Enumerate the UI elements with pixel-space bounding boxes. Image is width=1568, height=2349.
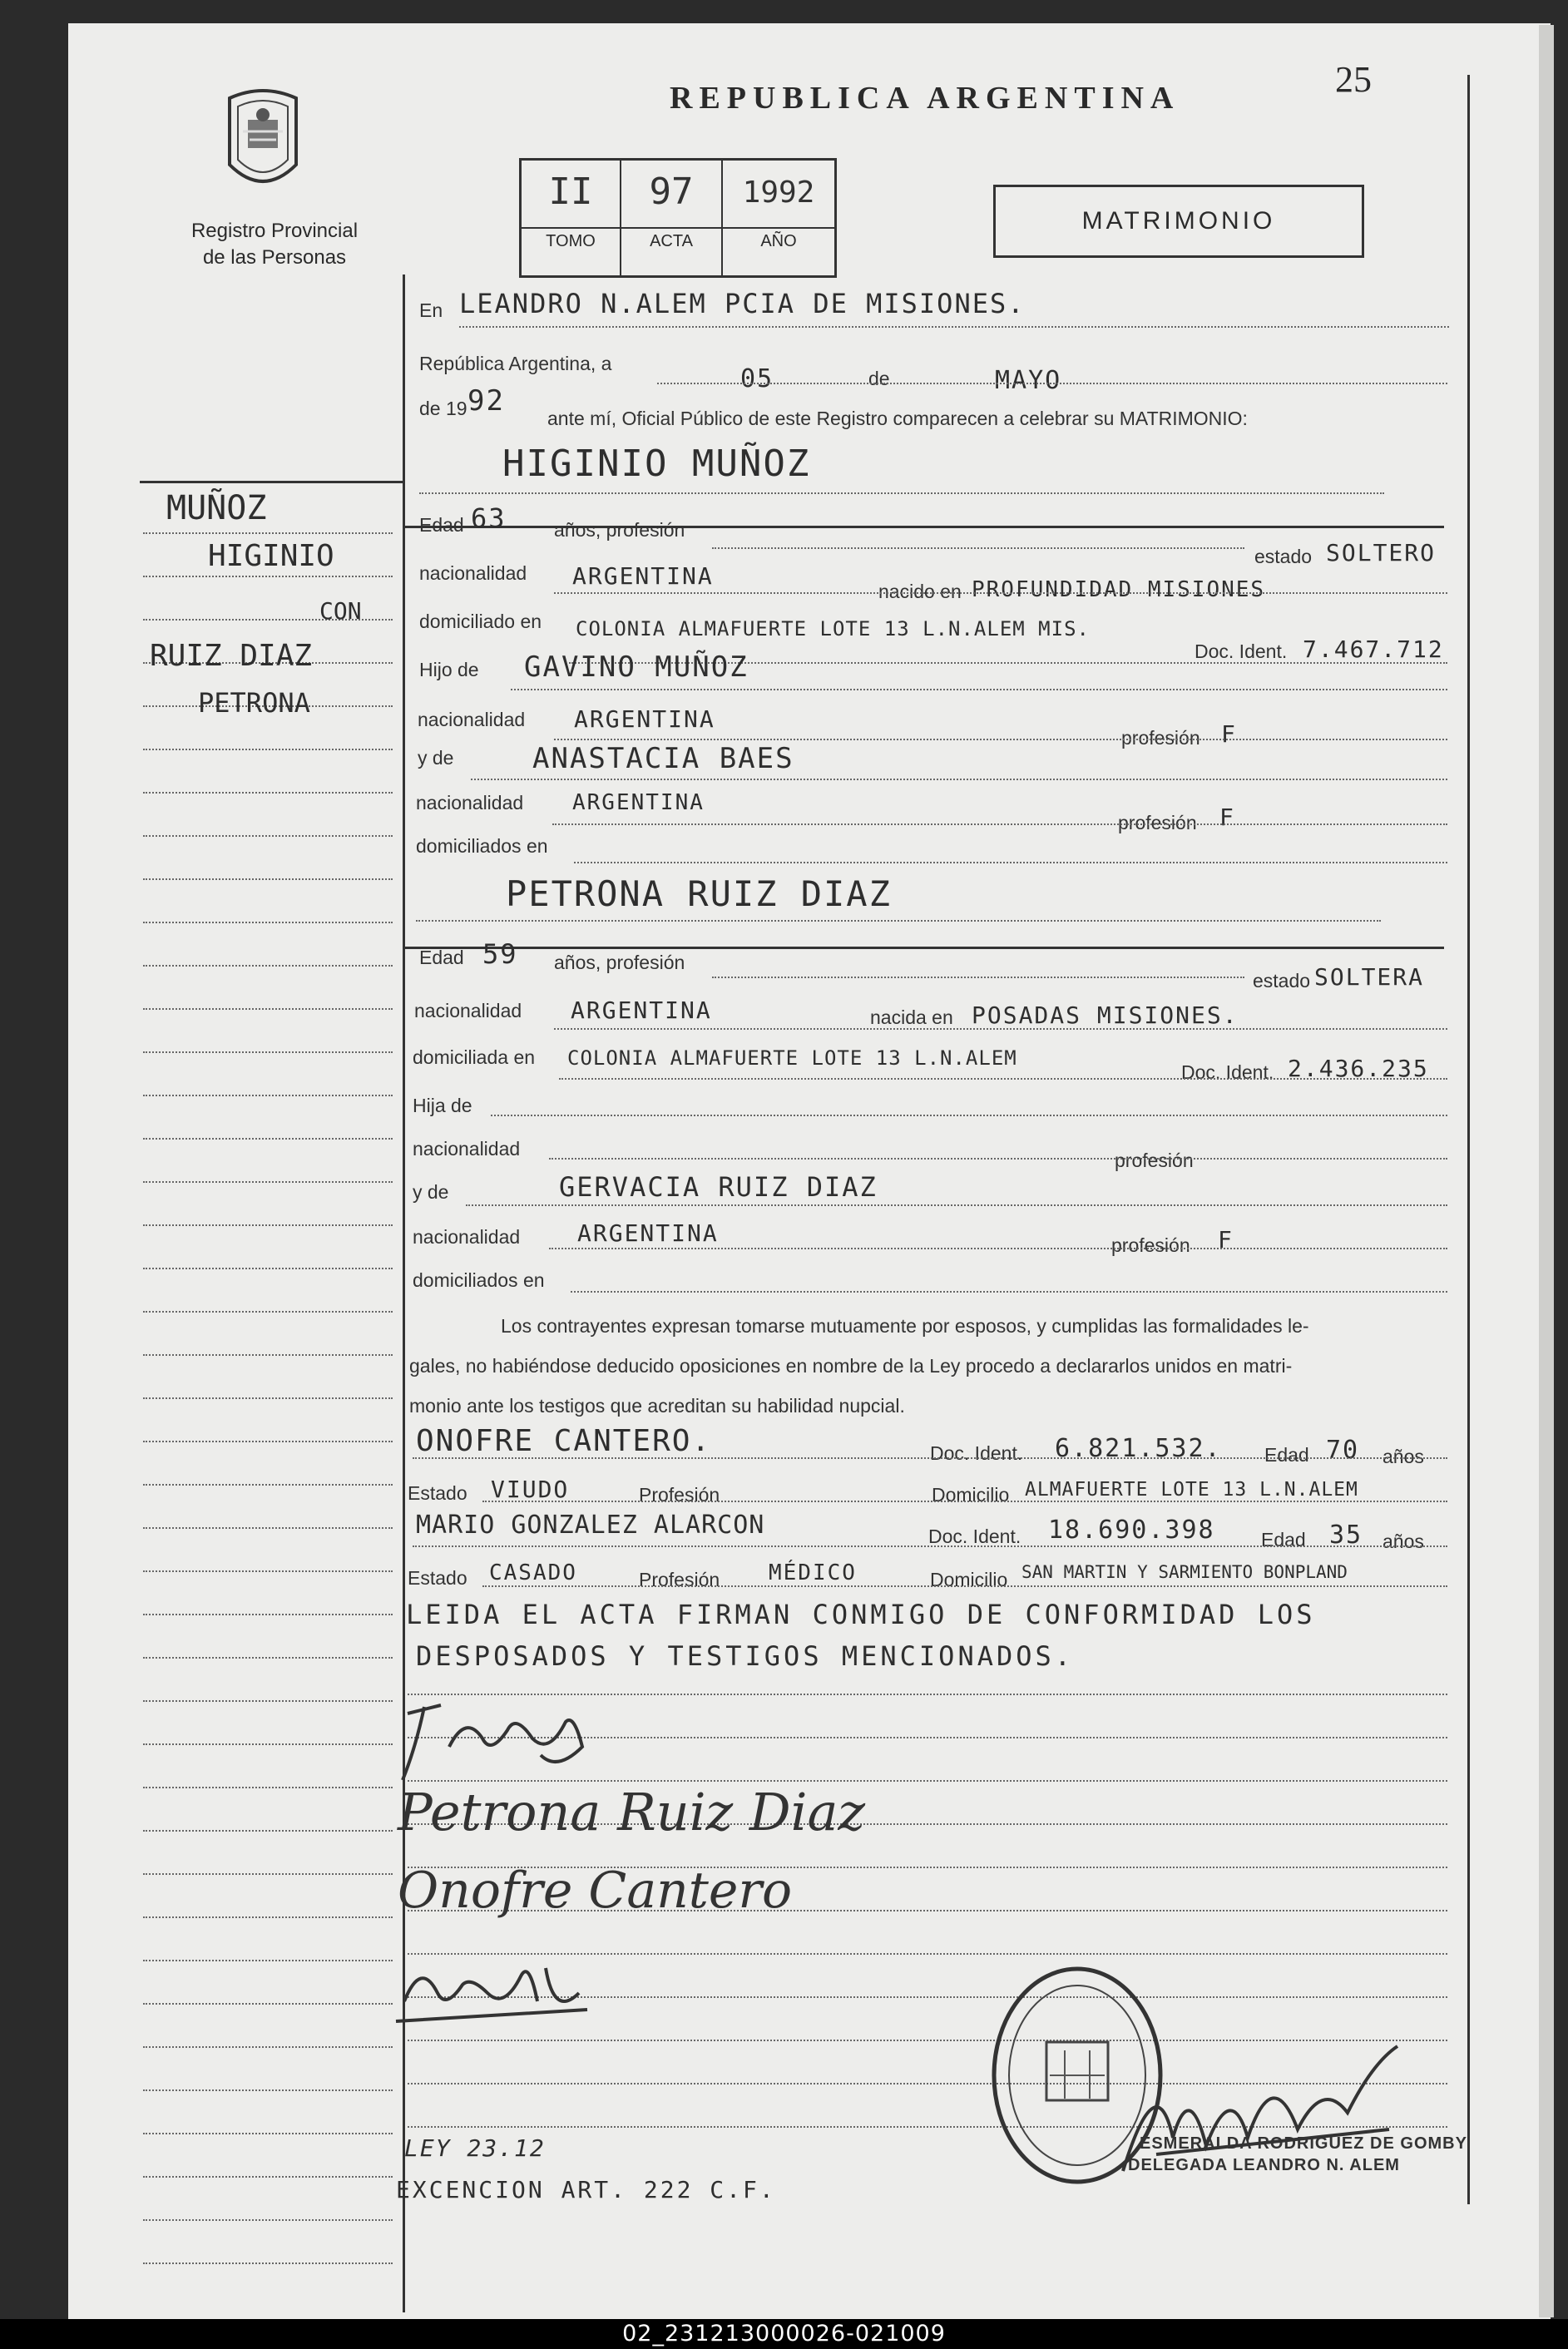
groom-doc: 7.467.712 bbox=[1303, 635, 1444, 663]
bride-profesion-line bbox=[712, 977, 1244, 978]
groom-name-line bbox=[419, 492, 1384, 494]
witness-1-estado-line bbox=[482, 1501, 1447, 1502]
sidebar-rule bbox=[143, 1570, 393, 1572]
groom-padre-nac: ARGENTINA bbox=[574, 705, 715, 733]
sidebar-rule bbox=[143, 2089, 393, 2091]
anio-label: AÑO bbox=[760, 232, 797, 250]
bride-nacionalidad: ARGENTINA bbox=[571, 996, 712, 1024]
book-reference-box bbox=[519, 158, 837, 278]
witness-2-dom-label: Domicilio bbox=[930, 1569, 1008, 1590]
anio-cell bbox=[723, 161, 834, 275]
groom-edad: 63 bbox=[471, 502, 507, 534]
witness-2-name: MARIO GONZALEZ ALARCON bbox=[416, 1511, 765, 1540]
sidebar-surname: MUÑOZ bbox=[166, 489, 267, 527]
right-margin-line bbox=[1467, 75, 1470, 2204]
registry-name bbox=[150, 218, 399, 271]
sidebar-rule bbox=[143, 965, 393, 967]
bride-doc: 2.436.235 bbox=[1288, 1055, 1429, 1082]
sidebar-rule bbox=[143, 1787, 393, 1788]
ley-note: LEY 23.12 bbox=[404, 2134, 546, 2162]
bride-dom-label: domiciliada en bbox=[413, 1046, 536, 1068]
groom-madre-nac: ARGENTINA bbox=[572, 790, 705, 815]
witness-1-signature: Onofre Cantero bbox=[398, 1862, 793, 1920]
groom-madre-nac-line bbox=[552, 823, 1447, 825]
witness-1-estado-label: Estado bbox=[408, 1482, 467, 1504]
sidebar-rule bbox=[143, 1484, 393, 1486]
groom-padre-line bbox=[511, 689, 1447, 690]
groom-name: HIGINIO MUÑOZ bbox=[502, 443, 811, 485]
witness-2-profesion: MÉDICO bbox=[769, 1560, 857, 1585]
sidebar-rule bbox=[143, 1051, 393, 1053]
sidebar-rule bbox=[143, 1916, 393, 1918]
sidebar-rule bbox=[143, 532, 393, 534]
bride-madre-line bbox=[466, 1204, 1447, 1206]
republica-label: República Argentina, a bbox=[419, 353, 612, 374]
sidebar-rule bbox=[143, 1138, 393, 1140]
bride-doms-line bbox=[571, 1291, 1447, 1293]
sidebar-rule bbox=[143, 1008, 393, 1010]
sidebar-rule bbox=[143, 792, 393, 794]
sidebar-rule bbox=[143, 2262, 393, 2264]
witness-2-domicilio: SAN MARTIN Y SARMIENTO BONPLAND bbox=[1021, 1562, 1348, 1582]
bride-madre-nac: ARGENTINA bbox=[577, 1219, 719, 1247]
witness-2-estado: CASADO bbox=[489, 1560, 577, 1585]
sidebar-rule bbox=[143, 1397, 393, 1399]
witness-1-edad: 70 bbox=[1326, 1436, 1360, 1465]
groom-nac-line bbox=[554, 592, 1447, 594]
groom-padre-nac-line bbox=[554, 739, 1447, 740]
bride-nac-line bbox=[554, 1028, 1447, 1030]
witness-2-edad-label: Edad bbox=[1261, 1529, 1306, 1550]
bride-profesion-label: años, profesión bbox=[554, 952, 685, 973]
bride-padre-prof-label: profesión bbox=[1115, 1150, 1194, 1171]
witness-2-prof-label: Profesión bbox=[639, 1569, 720, 1590]
witness-1-doc-label: Doc. Ident. bbox=[930, 1442, 1023, 1464]
sidebar-firstname: HIGINIO bbox=[208, 539, 334, 573]
declaration-line-1: Los contrayentes expresan tomarse mutuamente por esposos, y cumplidas las formalidades le- bbox=[501, 1315, 1309, 1337]
bride-edad-label: Edad bbox=[419, 947, 464, 968]
witness-2-edad: 35 bbox=[1329, 1521, 1363, 1550]
groom-estado: SOLTERO bbox=[1326, 539, 1437, 566]
groom-domicilio: COLONIA ALMAFUERTE LOTE 13 L.N.ALEM MIS. bbox=[576, 617, 1090, 640]
closing-line-2: DESPOSADOS Y TESTIGOS MENCIONADOS. bbox=[416, 1640, 1075, 1672]
place-line bbox=[459, 326, 1449, 328]
declaration-line-3: monio ante los testigos que acreditan su habilidad nupcial. bbox=[409, 1395, 905, 1417]
groom-profesion-label: años, profesión bbox=[554, 519, 685, 541]
sidebar-rule bbox=[143, 749, 393, 750]
tomo-cell bbox=[522, 161, 621, 275]
groom-hijo-label: Hijo de bbox=[419, 659, 479, 680]
witness-2-line bbox=[413, 1545, 1447, 1547]
groom-madre-line bbox=[471, 779, 1447, 780]
sidebar-rule bbox=[143, 1614, 393, 1615]
bride-nacida-label: nacida en bbox=[870, 1006, 953, 1028]
groom-nacido-label: nacido en bbox=[878, 581, 962, 602]
sidebar-rule bbox=[143, 1181, 393, 1183]
sidebar-bride-firstname: PETRONA bbox=[198, 687, 310, 719]
sidebar-rule bbox=[143, 835, 393, 837]
sidebar-rule bbox=[143, 1743, 393, 1745]
witness-1-dom-label: Domicilio bbox=[932, 1484, 1010, 1506]
country-title: REPUBLICA ARGENTINA bbox=[670, 81, 1180, 116]
groom-edad-label: Edad bbox=[419, 514, 464, 536]
bride-hija-label: Hija de bbox=[413, 1095, 472, 1116]
groom-dom-label: domiciliado en bbox=[419, 611, 542, 632]
year-prefix: de 19 bbox=[419, 398, 467, 419]
bride-madre: GERVACIA RUIZ DIAZ bbox=[559, 1171, 878, 1203]
groom-madre: ANASTACIA BAES bbox=[532, 742, 794, 775]
witness-1-line bbox=[413, 1457, 1447, 1459]
sidebar-rule bbox=[143, 1960, 393, 1961]
bride-padre-nac-line bbox=[549, 1158, 1447, 1160]
witness-2-anos: años bbox=[1383, 1531, 1424, 1552]
excencion-note: EXCENCION ART. 222 C.F. bbox=[396, 2176, 776, 2203]
groom-nacido: PROFUNDIDAD MISIONES bbox=[972, 577, 1266, 602]
witness-1-domicilio: ALMAFUERTE LOTE 13 L.N.ALEM bbox=[1025, 1479, 1358, 1501]
page-number: 25 bbox=[1335, 59, 1372, 100]
bride-name-line bbox=[416, 920, 1381, 922]
ante-text: ante mí, Oficial Público de este Registro comparecen a celebrar su MATRIMONIO: bbox=[547, 408, 1248, 429]
bride-estado: SOLTERA bbox=[1314, 963, 1425, 991]
bride-padre-nac-label: nacionalidad bbox=[413, 1138, 521, 1160]
anio-value: 1992 bbox=[742, 176, 815, 210]
bride-madre-nac-line bbox=[549, 1248, 1447, 1249]
sidebar-rule bbox=[143, 1311, 393, 1313]
bride-name: PETRONA RUIZ DIAZ bbox=[506, 873, 892, 914]
box-divider bbox=[522, 227, 834, 229]
page-edge bbox=[1539, 25, 1554, 2317]
bride-estado-label: estado bbox=[1253, 970, 1311, 992]
de-label: de bbox=[868, 368, 890, 389]
bride-madre-nac-label: nacionalidad bbox=[413, 1226, 521, 1248]
sidebar-rule bbox=[143, 1700, 393, 1702]
sidebar-rule bbox=[143, 878, 393, 880]
groom-padre-prof: F bbox=[1221, 720, 1237, 748]
witness-1-edad-label: Edad bbox=[1264, 1444, 1309, 1466]
witness-2-estado-label: Estado bbox=[408, 1567, 467, 1589]
officer-role: DELEGADA LEANDRO N. ALEM bbox=[1128, 2156, 1400, 2174]
witness-1-doc: 6.821.532. bbox=[1055, 1434, 1222, 1463]
groom-signature bbox=[391, 1697, 607, 1788]
acta-label: ACTA bbox=[650, 232, 693, 250]
groom-doc-label: Doc. Ident. bbox=[1195, 640, 1288, 662]
groom-madre-prof: F bbox=[1219, 804, 1235, 831]
groom-yde-label: y de bbox=[418, 747, 454, 769]
record-type-box: MATRIMONIO bbox=[993, 185, 1364, 258]
place-value: LEANDRO N.ALEM PCIA DE MISIONES. bbox=[459, 288, 1026, 319]
bride-padre-line bbox=[491, 1115, 1447, 1116]
sidebar-rule bbox=[143, 2133, 393, 2134]
sidebar-rule bbox=[143, 1095, 393, 1096]
sidebar-rule bbox=[143, 1441, 393, 1442]
registry-line-1: Registro Provincial bbox=[190, 220, 359, 242]
sidebar-top-line bbox=[140, 481, 404, 483]
registry-line-2: de las Personas bbox=[202, 246, 347, 269]
month-value: MAYO bbox=[995, 366, 1062, 395]
bride-doc-label: Doc. Ident. bbox=[1181, 1061, 1274, 1083]
bride-nac-label: nacionalidad bbox=[414, 1000, 522, 1021]
groom-padre-prof-label: profesión bbox=[1121, 727, 1200, 749]
witness-2-doc: 18.690.398 bbox=[1048, 1516, 1215, 1545]
sidebar-rule bbox=[143, 2046, 393, 2048]
bride-domicilio: COLONIA ALMAFUERTE LOTE 13 L.N.ALEM bbox=[567, 1046, 1017, 1070]
groom-padre: GAVINO MUÑOZ bbox=[524, 650, 749, 684]
sidebar-bride-surname: RUIZ DIAZ bbox=[150, 639, 313, 673]
sidebar-rule bbox=[143, 922, 393, 923]
sidebar-rule bbox=[143, 1873, 393, 1875]
witness-1-name: ONOFRE CANTERO. bbox=[416, 1424, 712, 1458]
sidebar-rule bbox=[143, 1354, 393, 1356]
groom-madre-prof-label: profesión bbox=[1118, 812, 1197, 833]
body-rule bbox=[408, 1694, 1447, 1695]
bride-yde-label: y de bbox=[413, 1181, 449, 1203]
closing-line-1: LEIDA EL ACTA FIRMAN CONMIGO DE CONFORMIDAD LOS bbox=[406, 1599, 1316, 1630]
groom-padre-nac-label: nacionalidad bbox=[418, 709, 526, 730]
acta-value: 97 bbox=[649, 171, 694, 213]
acta-cell bbox=[621, 161, 723, 275]
sidebar-rule bbox=[143, 1527, 393, 1529]
witness-2-doc-label: Doc. Ident. bbox=[928, 1526, 1021, 1547]
sidebar-rule bbox=[143, 1830, 393, 1832]
bride-edad: 59 bbox=[482, 938, 518, 970]
bride-madre-prof-label: profesión bbox=[1111, 1234, 1190, 1256]
bride-doms-label: domiciliados en bbox=[413, 1269, 545, 1291]
witness-1-prof-label: Profesión bbox=[639, 1484, 720, 1506]
officer-name: ESMERALDA RODRIGUEZ DE GOMBY bbox=[1140, 2134, 1467, 2153]
sidebar-rule bbox=[143, 1268, 393, 1269]
declaration-line-2: gales, no habiéndose deducido oposiciones en nombre de la Ley procedo a declararlos unidos en matri- bbox=[409, 1355, 1293, 1377]
date-line bbox=[657, 383, 1447, 384]
bride-signature: Petrona Ruiz Diaz bbox=[398, 1782, 866, 1842]
province-seal-icon bbox=[218, 82, 308, 198]
en-label: En bbox=[419, 299, 443, 321]
sidebar-con: CON bbox=[319, 597, 362, 625]
bride-dom-line bbox=[559, 1078, 1447, 1080]
sidebar-rule bbox=[143, 1657, 393, 1659]
witness-1-estado: VIUDO bbox=[491, 1476, 570, 1503]
groom-profesion-line bbox=[712, 547, 1244, 549]
image-caption: 02_231213000026-021009 bbox=[0, 2319, 1568, 2349]
groom-estado-label: estado bbox=[1254, 546, 1313, 567]
groom-madre-nac-label: nacionalidad bbox=[416, 792, 524, 813]
groom-nac-label: nacionalidad bbox=[419, 562, 527, 584]
tomo-value: II bbox=[548, 171, 593, 213]
groom-doms-line bbox=[574, 862, 1447, 863]
sidebar-rule bbox=[143, 2219, 393, 2221]
day-value: 05 bbox=[740, 364, 774, 393]
sidebar-rule bbox=[143, 2176, 393, 2178]
sidebar-rule bbox=[143, 1224, 393, 1226]
tomo-label: TOMO bbox=[546, 232, 596, 250]
bride-separator bbox=[404, 947, 1444, 949]
year-suffix: 92 bbox=[467, 384, 505, 418]
sidebar-rule bbox=[143, 576, 393, 577]
groom-doms-label: domiciliados en bbox=[416, 835, 548, 857]
sidebar-rule bbox=[143, 2003, 393, 2005]
witness-2-estado-line bbox=[482, 1585, 1447, 1587]
bride-nacida: POSADAS MISIONES. bbox=[972, 1001, 1239, 1029]
witness-2-signature bbox=[388, 1943, 604, 2043]
witness-1-anos: años bbox=[1383, 1446, 1424, 1467]
groom-nacionalidad: ARGENTINA bbox=[572, 562, 714, 590]
bride-madre-prof: F bbox=[1218, 1226, 1234, 1254]
